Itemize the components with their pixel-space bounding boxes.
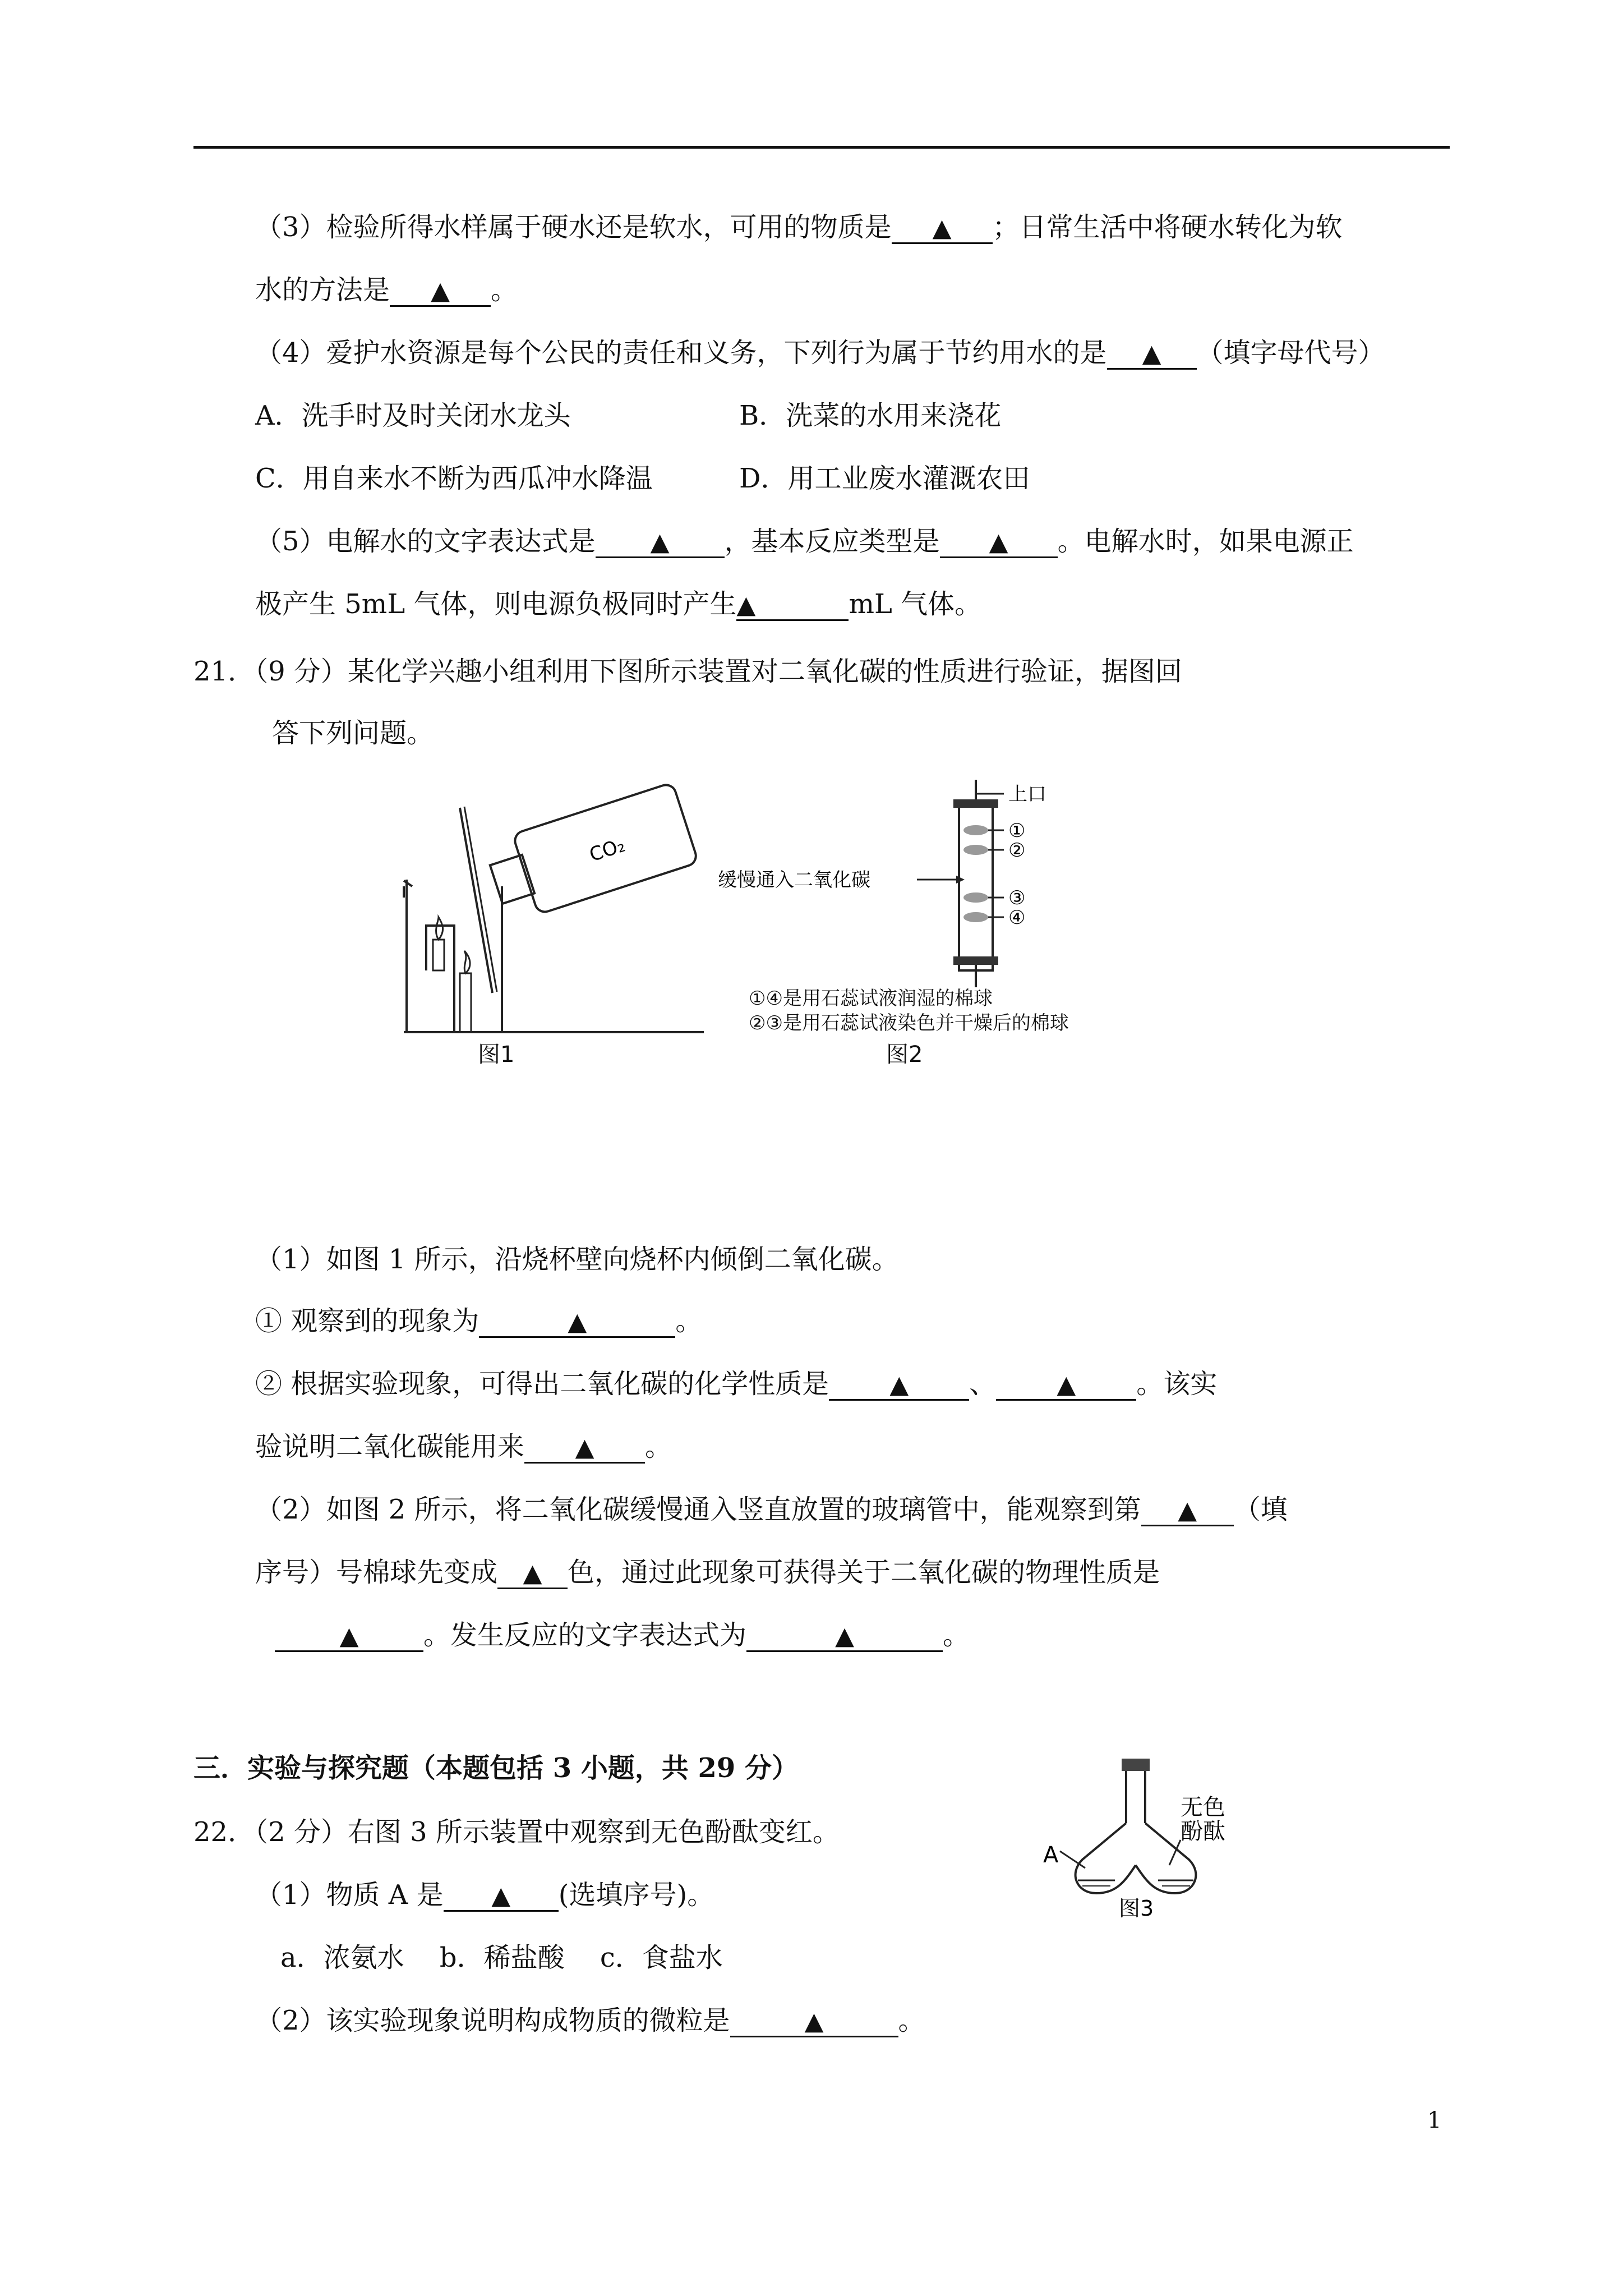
figure-2-glass-tube	[701, 777, 1105, 990]
answer-blank[interactable]: ▲	[746, 1620, 943, 1652]
ball-4-label: ④	[1008, 907, 1026, 929]
q21-part1-property: ② 根据实验现象，可得出二氧化碳的化学性质是 ▲ 、 ▲ 。该实	[255, 1368, 1218, 1400]
q20-part5-line1: （5）电解水的文字表达式是 ▲ ，基本反应类型是 ▲ 。电解水时，如果电源正	[255, 526, 1354, 557]
q22-stem: 22．（2 分）右图 3 所示装置中观察到无色酚酞变红。	[193, 1816, 840, 1848]
answer-blank[interactable]: ▲	[275, 1620, 423, 1652]
answer-blank[interactable]: ▲	[390, 275, 491, 307]
option-d: D．用工业废水灌溉农田	[739, 463, 1030, 494]
q21-part1-intro: （1）如图 1 所示，沿烧杯壁向烧杯内倾倒二氧化碳。	[255, 1244, 899, 1275]
answer-blank[interactable]: ▲	[736, 589, 849, 621]
answer-blank[interactable]: ▲	[524, 1432, 645, 1464]
figure-2-note-2: ②③是用石蕊试液染色并干燥后的棉球	[749, 1012, 1069, 1034]
substance-a-label: A	[1043, 1842, 1059, 1868]
figure-1-pouring-co2	[393, 780, 707, 1043]
q21-part1-use: 验说明二氧化碳能用来 ▲ 。	[255, 1431, 672, 1462]
answer-blank[interactable]: ▲	[1107, 338, 1197, 370]
bottle-label: CO₂	[587, 834, 628, 867]
q21-part2-line1: （2）如图 2 所示，将二氧化碳缓慢通入竖直放置的玻璃管中，能观察到第 ▲ （填	[255, 1494, 1288, 1525]
page-number: 1	[1427, 2108, 1442, 2133]
answer-blank[interactable]: ▲	[1141, 1494, 1234, 1526]
q21-stem-line1: 21．（9 分）某化学兴趣小组利用下图所示装置对二氧化碳的性质进行验证，据图回	[193, 656, 1182, 687]
inlet-label: 缓慢通入二氧化碳	[718, 869, 870, 891]
answer-blank[interactable]: ▲	[444, 1880, 559, 1912]
figure-1-label: 图1	[478, 1042, 515, 1068]
q21-stem-line2: 答下列问题。	[272, 717, 434, 749]
q21-part2-line3: ▲ 。发生反应的文字表达式为 ▲ 。	[275, 1618, 970, 1652]
answer-blank[interactable]: ▲	[996, 1369, 1136, 1401]
q22-part1: （1）物质 A 是 ▲ (选填序号)。	[255, 1879, 714, 1911]
option-a: A．洗手时及时关闭水龙头	[255, 400, 571, 431]
q20-part5-line2: 极产生 5mL 气体，则电源负极同时产生▲ mL 气体。	[255, 588, 982, 620]
option-c: C．用自来水不断为西瓜冲水降温	[255, 463, 653, 494]
ball-2-label: ②	[1008, 839, 1026, 862]
q21-part2-line2: 序号）号棉球先变成 ▲ 色，通过此现象可获得关于二氧化碳的物理性质是	[255, 1557, 1160, 1588]
q22-choices: a．浓氨水 b．稀盐酸 c．食盐水	[280, 1942, 723, 1973]
q21-part1-observation: ① 观察到的现象为 ▲ 。	[255, 1305, 703, 1337]
header-rule	[193, 146, 1450, 149]
section-3-heading: 三．实验与探究题（本题包括 3 小题，共 29 分）	[193, 1752, 799, 1784]
option-b: B．洗菜的水用来浇花	[739, 400, 1002, 431]
q20-part4: （4）爱护水资源是每个公民的责任和义务，下列行为属于节约用水的是 ▲ （填字母代号）	[255, 337, 1385, 369]
answer-blank[interactable]: ▲	[479, 1306, 675, 1338]
answer-blank[interactable]: ▲	[497, 1557, 568, 1589]
figure-2-note-1: ①④是用石蕊试液润湿的棉球	[749, 987, 993, 1010]
figure-3-y-tube	[1043, 1756, 1245, 1918]
q20-part3-line1: （3）检验所得水样属于硬水还是软水，可用的物质是 ▲ ；日常生活中将硬水转化为软	[255, 211, 1343, 243]
figure-2-label: 图2	[886, 1042, 923, 1068]
ball-3-label: ③	[1008, 887, 1026, 909]
q20-part3-line2: 水的方法是 ▲ 。	[255, 274, 518, 306]
answer-blank[interactable]: ▲	[892, 212, 993, 244]
answer-blank[interactable]: ▲	[829, 1369, 969, 1401]
answer-blank[interactable]: ▲	[940, 526, 1058, 558]
phenolphthalein-label-2: 酚酞	[1181, 1819, 1225, 1844]
q22-part2: （2）该实验现象说明构成物质的微粒是 ▲ 。	[255, 2005, 925, 2036]
answer-blank[interactable]: ▲	[596, 526, 725, 558]
figure-3-label: 图3	[1119, 1896, 1154, 1918]
phenolphthalein-label-1: 无色	[1181, 1795, 1225, 1820]
top-opening-label: 上口	[1008, 783, 1046, 806]
ball-1-label: ①	[1008, 820, 1026, 842]
answer-blank[interactable]: ▲	[730, 2005, 898, 2037]
